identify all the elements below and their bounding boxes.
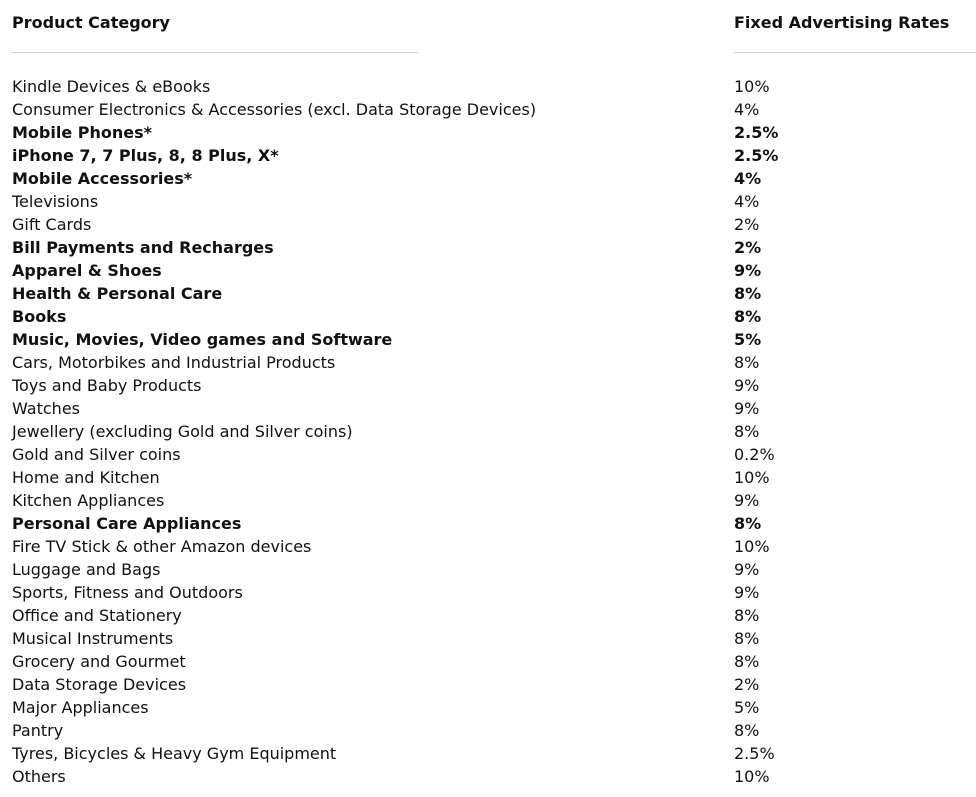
table-row (0, 489, 976, 512)
advertising-rate-cell: 8% (734, 629, 760, 648)
table-row (0, 259, 976, 282)
advertising-rate-cell: 8% (734, 606, 760, 625)
column-header-product-category: Product Category (12, 13, 170, 32)
product-category-cell: Fire TV Stick & other Amazon devices (12, 537, 312, 556)
product-category-cell: Home and Kitchen (12, 468, 160, 487)
advertising-rate-cell: 4% (734, 169, 762, 188)
table-row (0, 236, 976, 259)
table-row (0, 650, 976, 673)
advertising-rate-cell: 8% (734, 353, 760, 372)
advertising-rate-cell: 2% (734, 238, 762, 257)
table-row (0, 466, 976, 489)
table-row (0, 443, 976, 466)
table-header (0, 0, 976, 56)
table-row (0, 305, 976, 328)
table-row (0, 144, 976, 167)
product-category-cell: Toys and Baby Products (12, 376, 202, 395)
header-divider-rate (734, 52, 976, 53)
table-row (0, 190, 976, 213)
table-row (0, 167, 976, 190)
table-row (0, 581, 976, 604)
product-category-cell: Major Appliances (12, 698, 149, 717)
product-category-cell: Tyres, Bicycles & Heavy Gym Equipment (12, 744, 337, 763)
column-header-advertising-rate: Fixed Advertising Rates (734, 13, 950, 32)
product-category-cell: iPhone 7, 7 Plus, 8, 8 Plus, X* (12, 146, 279, 165)
product-category-cell: Health & Personal Care (12, 284, 223, 303)
product-category-cell: Personal Care Appliances (12, 514, 242, 533)
advertising-rate-cell: 9% (734, 261, 762, 280)
table-row (0, 512, 976, 535)
table-row (0, 604, 976, 627)
advertising-rate-cell: 8% (734, 514, 762, 533)
advertising-rate-cell: 2% (734, 675, 760, 694)
product-category-cell: Apparel & Shoes (12, 261, 162, 280)
product-category-cell: Grocery and Gourmet (12, 652, 186, 671)
advertising-rate-cell: 8% (734, 652, 760, 671)
advertising-rate-cell: 2.5% (734, 146, 779, 165)
table-row (0, 696, 976, 719)
table-row (0, 374, 976, 397)
table-row (0, 627, 976, 650)
advertising-rate-cell: 5% (734, 330, 762, 349)
product-category-cell: Gift Cards (12, 215, 92, 234)
table-row (0, 719, 976, 742)
table-row (0, 75, 976, 98)
advertising-rate-cell: 8% (734, 721, 760, 740)
advertising-rate-cell: 9% (734, 583, 760, 602)
product-category-cell: Consumer Electronics & Accessories (excl. Data Storage Devices) (12, 100, 537, 119)
advertising-rate-cell: 2.5% (734, 123, 779, 142)
product-category-cell: Mobile Phones* (12, 123, 152, 142)
product-category-cell: Musical Instruments (12, 629, 174, 648)
product-category-cell: Televisions (12, 192, 99, 211)
product-category-cell: Kindle Devices & eBooks (12, 77, 211, 96)
advertising-rate-cell: 8% (734, 307, 762, 326)
product-category-cell: Mobile Accessories* (12, 169, 193, 188)
advertising-rate-cell: 4% (734, 192, 760, 211)
advertising-rate-cell: 5% (734, 698, 760, 717)
rates-table-body (0, 75, 976, 788)
table-row (0, 397, 976, 420)
table-row (0, 765, 976, 788)
product-category-cell: Data Storage Devices (12, 675, 187, 694)
advertising-rate-cell: 9% (734, 560, 760, 579)
header-divider-category (12, 52, 418, 53)
advertising-rate-cell: 2% (734, 215, 760, 234)
advertising-rate-cell: 0.2% (734, 445, 775, 464)
product-category-cell: Books (12, 307, 67, 326)
table-row (0, 558, 976, 581)
table-row (0, 742, 976, 765)
table-row (0, 420, 976, 443)
product-category-cell: Cars, Motorbikes and Industrial Products (12, 353, 336, 372)
table-row (0, 328, 976, 351)
advertising-rate-cell: 8% (734, 284, 762, 303)
table-row (0, 673, 976, 696)
product-category-cell: Kitchen Appliances (12, 491, 165, 510)
table-row (0, 282, 976, 305)
advertising-rate-cell: 10% (734, 77, 770, 96)
advertising-rate-cell: 9% (734, 376, 760, 395)
product-category-cell: Office and Stationery (12, 606, 182, 625)
product-category-cell: Sports, Fitness and Outdoors (12, 583, 243, 602)
advertising-rate-cell: 9% (734, 491, 760, 510)
table-row (0, 121, 976, 144)
table-row (0, 98, 976, 121)
advertising-rate-cell: 8% (734, 422, 760, 441)
product-category-cell: Bill Payments and Recharges (12, 238, 274, 257)
product-category-cell: Others (12, 767, 66, 786)
advertising-rate-cell: 2.5% (734, 744, 775, 763)
table-row (0, 535, 976, 558)
product-category-cell: Gold and Silver coins (12, 445, 181, 464)
advertising-rate-cell: 9% (734, 399, 760, 418)
table-row (0, 213, 976, 236)
advertising-rate-cell: 10% (734, 767, 770, 786)
product-category-cell: Watches (12, 399, 80, 418)
product-category-cell: Jewellery (excluding Gold and Silver coins) (12, 422, 353, 441)
product-category-cell: Pantry (12, 721, 64, 740)
product-category-cell: Luggage and Bags (12, 560, 161, 579)
product-category-cell: Music, Movies, Video games and Software (12, 330, 393, 349)
advertising-rate-cell: 4% (734, 100, 760, 119)
advertising-rate-cell: 10% (734, 468, 770, 487)
table-row (0, 351, 976, 374)
advertising-rate-cell: 10% (734, 537, 770, 556)
